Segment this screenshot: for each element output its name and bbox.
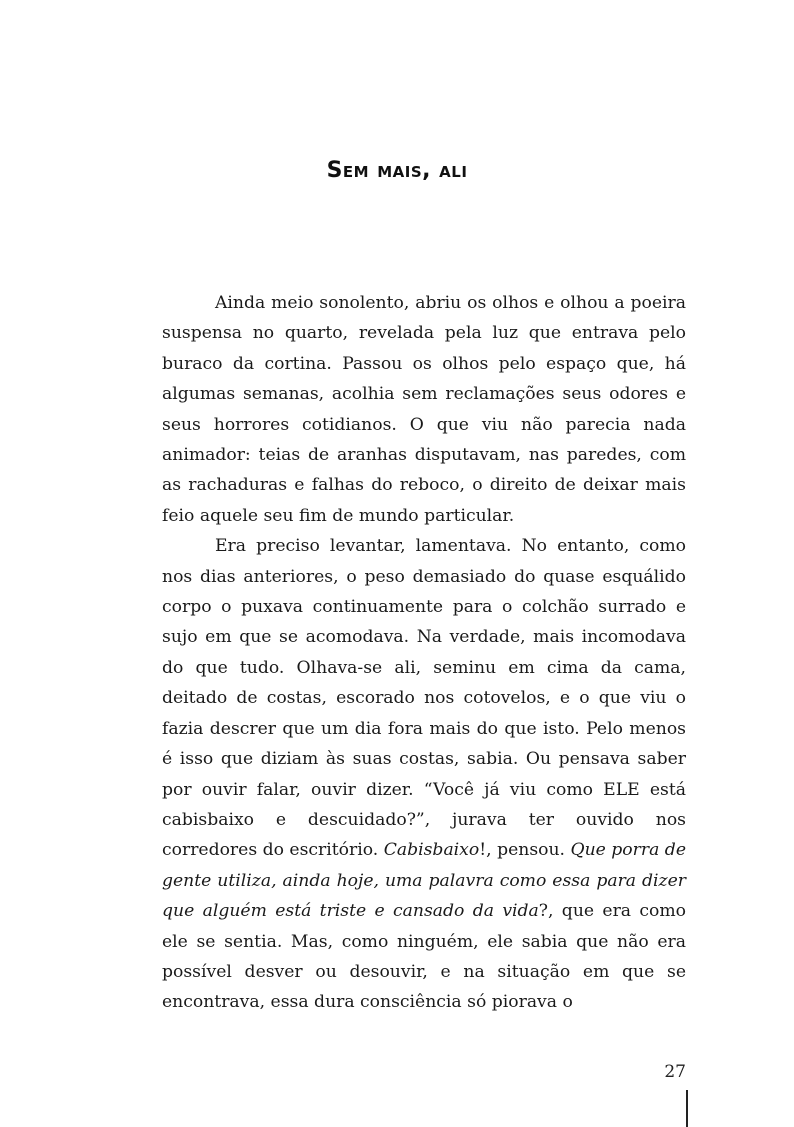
paragraph xyxy=(162,288,686,531)
paragraph xyxy=(162,531,686,1018)
italic-text-run: Que porra de gente utiliza, ainda hoje, uma palavra como essa para dizer que alguém está triste e cansado da vida xyxy=(162,840,686,922)
text-run: ?, que era como ele se sentia. Mas, como ninguém, ele sabia que não era possível desver ou desouvir, e na situação em que se encontrava, essa dura consciência só piorava o xyxy=(162,901,686,1013)
text-run: Ainda meio sonolento, abriu os olhos e olhou a poeira suspensa no quarto, revelada pela luz que entrava pelo buraco da cortina. Passou os olhos pelo espaço que, há algumas semanas, acolhia sem reclamações seus odores e seus horrores cotidianos. O que viu não parecia nada animador: teias de aranhas disputavam, nas paredes, com as rachaduras e falhas do reboco, o direito de deixar mais feio aquele seu fim de mundo particular. xyxy=(162,293,686,526)
page-number: 27 xyxy=(664,1062,686,1082)
body-text xyxy=(162,288,686,1018)
italic-text-run: Cabisbaixo xyxy=(383,840,480,861)
page-edge-rule xyxy=(686,1090,688,1127)
chapter-title: Sem mais, ali xyxy=(326,158,468,183)
text-run: Era preciso levantar, lamentava. No entanto, como nos dias anteriores, o peso demasiado do quase esquálido corpo o puxava continuamente para o colchão surrado e sujo em que se acomodava. Na verdade, mais incomodava do que tudo. Olhava-se ali, seminu em cima da cama, deitado de costas, escorado nos cotovelos, e o que viu o fazia descrer que um dia fora mais do que isto. Pelo menos é isso que diziam às suas costas, sabia. Ou pensava saber por ouvir falar, ouvir dizer. “Você já viu como ELE está cabisbaixo e descuidado?”, jurava ter ouvido nos corredores do escritório. xyxy=(162,536,686,861)
text-run: !, pensou. xyxy=(479,840,571,861)
